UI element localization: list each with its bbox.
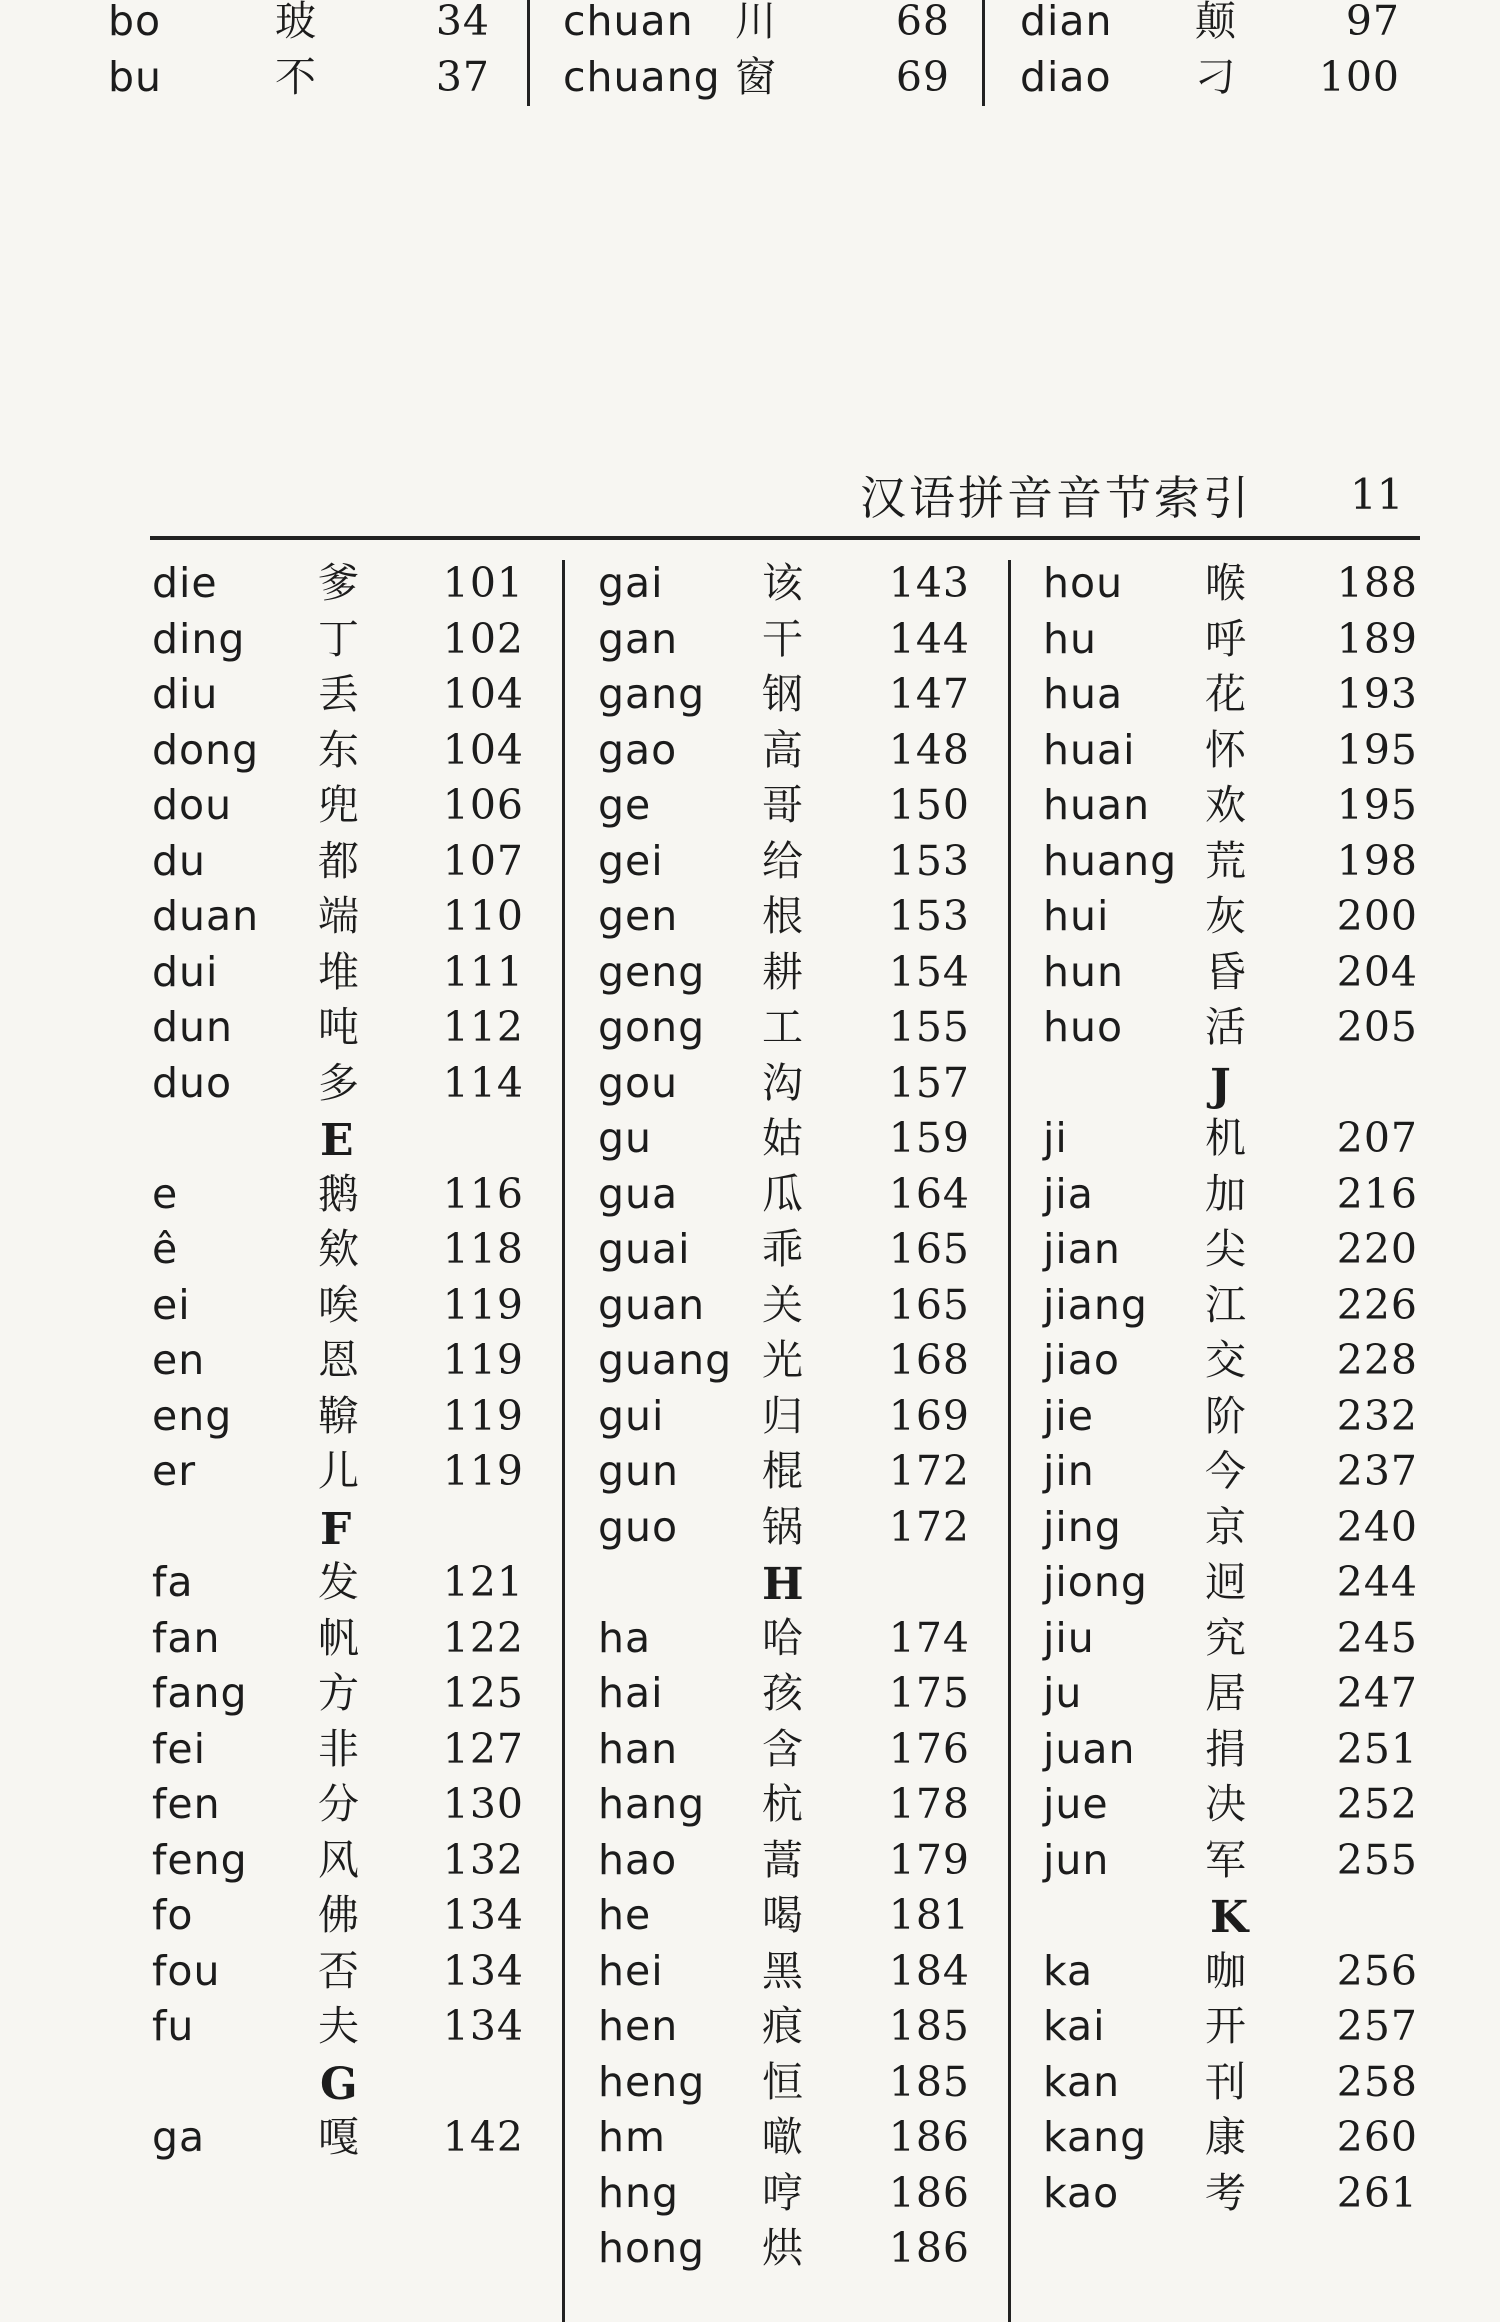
section-letter: H (762, 1559, 804, 1610)
syllable-pinyin: jing (1043, 1502, 1122, 1551)
syllable-pinyin: hua (1043, 670, 1124, 718)
syllable-pinyin: jiao (1043, 1336, 1120, 1384)
syllable-character: 居 (1205, 1669, 1246, 1717)
syllable-character: 颠 (1195, 0, 1236, 45)
syllable-character: 堆 (318, 947, 359, 996)
syllable-page: 107 (442, 836, 524, 885)
syllable-pinyin: guai (598, 1225, 691, 1273)
syllable-page: 189 (1336, 614, 1418, 663)
syllable-character: 端 (318, 892, 359, 940)
syllable-pinyin: ga (152, 2113, 206, 2161)
syllable-character: 该 (762, 559, 803, 607)
syllable-page: 153 (888, 836, 970, 885)
syllable-character: 干 (762, 614, 803, 663)
syllable-page: 118 (442, 1225, 524, 1273)
syllable-page: 247 (1336, 1669, 1418, 1717)
syllable-page: 179 (888, 1835, 970, 1884)
syllable-pinyin: fen (152, 1780, 221, 1828)
syllable-character: 光 (762, 1336, 803, 1384)
syllable-character: 姑 (762, 1114, 803, 1162)
syllable-pinyin: duo (152, 1058, 233, 1107)
syllable-character: 川 (735, 0, 776, 45)
syllable-character: 痕 (762, 2002, 803, 2050)
syllable-pinyin: kan (1043, 2057, 1121, 2106)
syllable-pinyin: diu (152, 670, 219, 718)
syllable-pinyin: dian (1020, 0, 1113, 45)
syllable-page: 258 (1336, 2057, 1418, 2106)
syllable-page: 216 (1336, 1169, 1418, 1218)
syllable-pinyin: gun (598, 1447, 679, 1495)
syllable-page: 174 (888, 1613, 970, 1662)
section-letter: J (1210, 1059, 1231, 1111)
syllable-pinyin: chuang (563, 53, 721, 101)
syllable-pinyin: en (152, 1336, 206, 1384)
syllable-page: 165 (888, 1225, 970, 1273)
syllable-page: 150 (888, 781, 970, 829)
syllable-pinyin: hui (1043, 892, 1110, 940)
syllable-pinyin: gao (598, 725, 678, 774)
syllable-pinyin: e (152, 1169, 179, 1218)
syllable-pinyin: die (152, 559, 218, 607)
syllable-pinyin: hng (598, 2168, 679, 2217)
syllable-character: 吨 (318, 1003, 359, 1051)
syllable-page: 69 (895, 53, 950, 101)
syllable-pinyin: jie (1043, 1391, 1095, 1440)
syllable-page: 186 (888, 2168, 970, 2217)
syllable-pinyin: kao (1043, 2168, 1120, 2217)
syllable-page: 37 (435, 53, 490, 101)
section-letter: G (320, 2058, 358, 2110)
syllable-character: 今 (1205, 1447, 1246, 1495)
syllable-character: 刊 (1205, 2057, 1246, 2106)
syllable-character: 佛 (318, 1891, 359, 1939)
syllable-page: 134 (442, 1946, 524, 1995)
syllable-page: 185 (888, 2057, 970, 2106)
syllable-character: 工 (762, 1003, 803, 1051)
syllable-page: 226 (1336, 1280, 1418, 1329)
syllable-page: 155 (888, 1003, 970, 1051)
syllable-character: 加 (1205, 1169, 1246, 1218)
syllable-character: 给 (762, 836, 803, 885)
syllable-page: 251 (1336, 1724, 1418, 1773)
syllable-page: 100 (1318, 53, 1400, 101)
syllable-pinyin: huai (1043, 725, 1136, 774)
syllable-page: 228 (1336, 1336, 1418, 1384)
syllable-pinyin: hai (598, 1669, 664, 1717)
syllable-page: 207 (1336, 1114, 1418, 1162)
syllable-page: 237 (1336, 1447, 1418, 1495)
syllable-pinyin: jian (1043, 1225, 1121, 1273)
syllable-pinyin: huo (1043, 1003, 1124, 1051)
syllable-page: 188 (1336, 559, 1418, 607)
syllable-page: 130 (442, 1780, 524, 1828)
syllable-page: 68 (895, 0, 950, 45)
syllable-pinyin: fu (152, 2002, 195, 2050)
syllable-pinyin: jin (1043, 1447, 1095, 1495)
syllable-pinyin: gen (598, 892, 679, 940)
syllable-pinyin: jiong (1043, 1558, 1148, 1606)
syllable-pinyin: fan (152, 1613, 221, 1662)
column-divider (1008, 560, 1011, 2322)
syllable-page: 204 (1336, 947, 1418, 996)
syllable-pinyin: geng (598, 947, 706, 996)
syllable-character: 高 (762, 725, 803, 774)
syllable-character: 决 (1205, 1780, 1246, 1828)
syllable-character: 活 (1205, 1003, 1246, 1051)
syllable-page: 240 (1336, 1502, 1418, 1551)
syllable-pinyin: gua (598, 1169, 679, 1218)
syllable-page: 185 (888, 2002, 970, 2050)
syllable-character: 儿 (318, 1447, 359, 1495)
syllable-character: 迥 (1205, 1558, 1246, 1606)
syllable-character: 关 (762, 1280, 803, 1329)
syllable-character: 分 (318, 1780, 359, 1828)
syllable-pinyin: ju (1043, 1669, 1083, 1717)
syllable-pinyin: hang (598, 1780, 706, 1828)
syllable-page: 134 (442, 1891, 524, 1939)
syllable-character: 否 (318, 1946, 359, 1995)
syllable-character: 夫 (318, 2002, 359, 2050)
syllable-page: 147 (888, 670, 970, 718)
syllable-page: 112 (442, 1003, 524, 1051)
page-title: 汉语拼音音节索引 (860, 471, 1252, 525)
syllable-character: 灰 (1205, 892, 1246, 940)
syllable-character: 黑 (762, 1946, 803, 1995)
syllable-page: 116 (442, 1169, 524, 1218)
syllable-character: 呼 (1205, 614, 1246, 663)
syllable-page: 119 (442, 1391, 524, 1440)
syllable-character: 怀 (1205, 725, 1246, 774)
syllable-character: 开 (1205, 2002, 1246, 2050)
syllable-pinyin: jiang (1043, 1280, 1148, 1329)
syllable-pinyin: jiu (1043, 1613, 1095, 1662)
syllable-pinyin: guo (598, 1502, 679, 1551)
syllable-pinyin: heng (598, 2057, 706, 2106)
syllable-character: 蒿 (762, 1835, 803, 1884)
syllable-character: 发 (318, 1558, 359, 1606)
syllable-character: 瓜 (762, 1169, 803, 1218)
syllable-character: 窗 (735, 53, 776, 101)
syllable-character: 乖 (762, 1225, 803, 1273)
syllable-page: 132 (442, 1835, 524, 1884)
syllable-pinyin: huan (1043, 781, 1151, 829)
syllable-page: 195 (1336, 781, 1418, 829)
syllable-pinyin: chuan (563, 0, 694, 45)
syllable-pinyin: dou (152, 781, 233, 829)
syllable-page: 119 (442, 1447, 524, 1495)
syllable-page: 101 (442, 559, 524, 607)
syllable-pinyin: du (152, 836, 207, 885)
syllable-pinyin: fang (152, 1669, 248, 1717)
syllable-character: 哈 (762, 1613, 803, 1662)
syllable-page: 195 (1336, 725, 1418, 774)
syllable-pinyin: fo (152, 1891, 194, 1939)
syllable-pinyin: gai (598, 559, 664, 607)
syllable-page: 110 (442, 892, 524, 940)
syllable-pinyin: bo (108, 0, 162, 45)
syllable-page: 261 (1336, 2168, 1418, 2217)
syllable-page: 181 (888, 1891, 970, 1939)
syllable-character: 江 (1205, 1280, 1246, 1329)
syllable-character: 不 (275, 53, 316, 101)
syllable-character: 风 (318, 1835, 359, 1884)
syllable-pinyin: kang (1043, 2113, 1148, 2161)
syllable-pinyin: kai (1043, 2002, 1106, 2050)
syllable-character: 兜 (318, 781, 359, 829)
syllable-pinyin: huang (1043, 836, 1178, 885)
syllable-pinyin: ka (1043, 1946, 1094, 1995)
syllable-page: 176 (888, 1724, 970, 1773)
syllable-character: 军 (1205, 1835, 1246, 1884)
syllable-pinyin: fa (152, 1558, 194, 1606)
syllable-page: 157 (888, 1058, 970, 1107)
syllable-page: 144 (888, 614, 970, 663)
syllable-character: 玻 (275, 0, 316, 45)
syllable-character: 烘 (762, 2224, 803, 2272)
syllable-character: 荒 (1205, 836, 1246, 885)
syllable-pinyin: han (598, 1724, 679, 1773)
syllable-character: 噷 (762, 2113, 803, 2161)
syllable-page: 143 (888, 559, 970, 607)
syllable-character: 丢 (318, 670, 359, 718)
syllable-page: 125 (442, 1669, 524, 1717)
syllable-page: 244 (1336, 1558, 1418, 1606)
syllable-character: 方 (318, 1669, 359, 1717)
syllable-character: 究 (1205, 1613, 1246, 1662)
syllable-character: 嘎 (318, 2113, 359, 2161)
syllable-pinyin: hong (598, 2224, 706, 2272)
syllable-character: 喉 (1205, 559, 1246, 607)
syllable-page: 178 (888, 1780, 970, 1828)
syllable-character: 锅 (762, 1502, 803, 1551)
syllable-page: 104 (442, 670, 524, 718)
syllable-character: 都 (318, 836, 359, 885)
syllable-character: 根 (762, 892, 803, 940)
syllable-page: 252 (1336, 1780, 1418, 1828)
syllable-pinyin: fou (152, 1946, 221, 1995)
syllable-page: 122 (442, 1613, 524, 1662)
syllable-character: 耕 (762, 947, 803, 996)
syllable-pinyin: guan (598, 1280, 706, 1329)
syllable-page: 184 (888, 1946, 970, 1995)
section-letter: F (320, 1503, 352, 1555)
syllable-page: 119 (442, 1280, 524, 1329)
syllable-pinyin: er (152, 1447, 197, 1495)
syllable-page: 159 (888, 1114, 970, 1162)
syllable-page: 106 (442, 781, 524, 829)
syllable-character: 阶 (1205, 1391, 1246, 1440)
syllable-character: 康 (1205, 2113, 1246, 2161)
syllable-page: 256 (1336, 1946, 1418, 1995)
syllable-pinyin: guang (598, 1336, 733, 1384)
syllable-character: 恒 (762, 2057, 803, 2106)
column-divider (527, 0, 530, 106)
header-rule (150, 536, 1420, 540)
syllable-page: 172 (888, 1502, 970, 1551)
syllable-character: 昏 (1205, 947, 1246, 996)
syllable-character: 京 (1205, 1502, 1246, 1551)
syllable-page: 220 (1336, 1225, 1418, 1273)
syllable-character: 非 (318, 1724, 359, 1773)
syllable-page: 186 (888, 2113, 970, 2161)
syllable-character: 鞥 (318, 1391, 359, 1440)
syllable-character: 孩 (762, 1669, 803, 1717)
syllable-pinyin: jun (1043, 1835, 1110, 1884)
syllable-page: 97 (1345, 0, 1400, 45)
syllable-page: 114 (442, 1058, 524, 1107)
syllable-pinyin: gei (598, 836, 664, 885)
syllable-pinyin: gui (598, 1391, 665, 1440)
syllable-character: 欢 (1205, 781, 1246, 829)
syllable-page: 255 (1336, 1835, 1418, 1884)
syllable-page: 200 (1336, 892, 1418, 940)
syllable-character: 尖 (1205, 1225, 1246, 1273)
syllable-character: 咖 (1205, 1946, 1246, 1995)
syllable-page: 34 (435, 0, 490, 45)
syllable-character: 考 (1205, 2168, 1246, 2217)
syllable-character: 唉 (318, 1280, 359, 1329)
syllable-character: 喝 (762, 1891, 803, 1939)
syllable-page: 164 (888, 1169, 970, 1218)
section-letter: E (320, 1115, 354, 1166)
syllable-pinyin: gang (598, 670, 706, 718)
syllable-character: 欸 (318, 1225, 359, 1273)
syllable-character: 丁 (318, 614, 359, 663)
syllable-pinyin: gu (598, 1114, 653, 1162)
syllable-page: 193 (1336, 670, 1418, 718)
syllable-pinyin: bu (108, 53, 163, 101)
column-divider (562, 560, 565, 2322)
syllable-page: 127 (442, 1724, 524, 1773)
syllable-character: 帆 (318, 1613, 359, 1662)
syllable-page: 153 (888, 892, 970, 940)
previous-page-fragment (0, 0, 1500, 110)
syllable-character: 花 (1205, 670, 1246, 718)
syllable-pinyin: gou (598, 1058, 679, 1107)
syllable-pinyin: hou (1043, 559, 1124, 607)
syllable-character: 棍 (762, 1447, 803, 1495)
syllable-page: 169 (888, 1391, 970, 1440)
syllable-character: 杭 (762, 1780, 803, 1828)
syllable-pinyin: ê (152, 1225, 179, 1273)
syllable-page: 142 (442, 2113, 524, 2161)
syllable-page: 245 (1336, 1613, 1418, 1662)
syllable-character: 机 (1205, 1114, 1246, 1162)
syllable-character: 东 (318, 725, 359, 774)
syllable-character: 恩 (318, 1336, 359, 1384)
syllable-pinyin: duan (152, 892, 260, 940)
syllable-pinyin: eng (152, 1391, 233, 1440)
syllable-pinyin: hen (598, 2002, 679, 2050)
syllable-pinyin: hm (598, 2113, 666, 2161)
syllable-pinyin: ge (598, 781, 652, 829)
syllable-pinyin: ha (598, 1613, 652, 1662)
syllable-pinyin: juan (1043, 1724, 1136, 1773)
syllable-character: 哼 (762, 2168, 803, 2217)
syllable-character: 归 (762, 1391, 803, 1440)
syllable-page: 186 (888, 2224, 970, 2272)
syllable-page: 257 (1336, 2002, 1418, 2050)
syllable-page: 111 (442, 947, 524, 996)
syllable-pinyin: dun (152, 1003, 233, 1051)
syllable-character: 鹅 (318, 1169, 359, 1218)
syllable-page: 232 (1336, 1391, 1418, 1440)
syllable-page: 172 (888, 1447, 970, 1495)
syllable-character: 爹 (318, 559, 359, 607)
syllable-pinyin: he (598, 1891, 652, 1939)
syllable-character: 含 (762, 1724, 803, 1773)
syllable-pinyin: hei (598, 1946, 664, 1995)
syllable-pinyin: dui (152, 947, 219, 996)
syllable-character: 交 (1205, 1336, 1246, 1384)
page-number: 11 (1350, 470, 1404, 519)
syllable-page: 198 (1336, 836, 1418, 885)
syllable-character: 沟 (762, 1058, 803, 1107)
syllable-page: 121 (442, 1558, 524, 1606)
syllable-page: 154 (888, 947, 970, 996)
syllable-pinyin: gong (598, 1003, 706, 1051)
syllable-page: 175 (888, 1669, 970, 1717)
syllable-character: 多 (318, 1058, 359, 1107)
syllable-page: 260 (1336, 2113, 1418, 2161)
syllable-character: 钢 (762, 670, 803, 718)
syllable-page: 165 (888, 1280, 970, 1329)
syllable-pinyin: hu (1043, 614, 1097, 663)
section-letter: K (1210, 1892, 1249, 1943)
syllable-pinyin: fei (152, 1724, 207, 1773)
syllable-pinyin: feng (152, 1835, 248, 1884)
column-divider (982, 0, 985, 106)
syllable-page: 119 (442, 1336, 524, 1384)
syllable-pinyin: hun (1043, 947, 1124, 996)
syllable-page: 205 (1336, 1003, 1418, 1051)
syllable-pinyin: diao (1020, 53, 1112, 101)
syllable-page: 168 (888, 1336, 970, 1384)
syllable-pinyin: dong (152, 725, 260, 774)
syllable-pinyin: gan (598, 614, 679, 663)
syllable-character: 捐 (1205, 1724, 1246, 1773)
syllable-pinyin: hao (598, 1835, 678, 1884)
syllable-page: 148 (888, 725, 970, 774)
syllable-pinyin: jia (1043, 1169, 1094, 1218)
syllable-page: 104 (442, 725, 524, 774)
syllable-pinyin: ei (152, 1280, 191, 1329)
syllable-character: 哥 (762, 781, 803, 829)
syllable-character: 刁 (1195, 53, 1236, 101)
syllable-pinyin: jue (1043, 1780, 1109, 1828)
syllable-page: 134 (442, 2002, 524, 2050)
syllable-page: 102 (442, 614, 524, 663)
syllable-pinyin: ji (1043, 1114, 1068, 1162)
syllable-pinyin: ding (152, 614, 246, 663)
